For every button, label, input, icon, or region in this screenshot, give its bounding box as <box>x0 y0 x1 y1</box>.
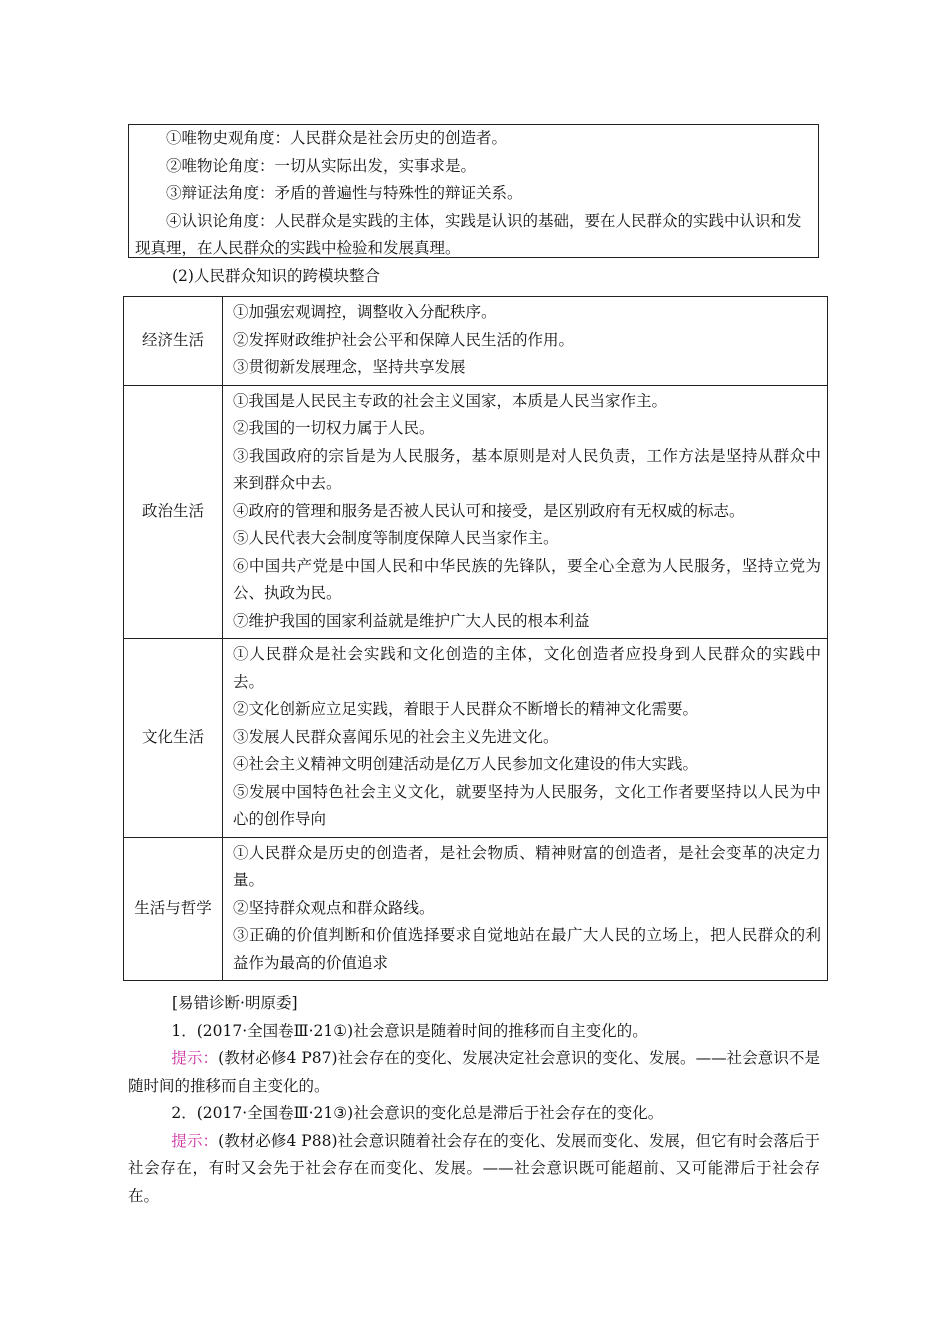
list-item: ①人民群众是社会实践和文化创造的主体，文化创造者应投身到人民群众的实践中去。 <box>233 645 821 691</box>
module-content-political <box>223 385 828 639</box>
hint-text: (教材必修4 P88)社会意识随着社会存在的变化、发展而变化、发展，但它有时会落后于社会存在，有时又会先于社会存在而变化、发展。——社会意识既可能超前、又可能滞后于社会存在。 <box>128 1131 820 1205</box>
hint-text: (教材必修4 P87)社会存在的变化、发展决定社会意识的变化、发展。——社会意识不是随时间的推移而自主变化的。 <box>128 1049 820 1095</box>
error-diagnosis-section <box>128 990 820 1210</box>
list-item: ③我国政府的宗旨是为人民服务，基本原则是对人民负责，工作方法是坚持从群众中来到群众中去。 <box>233 446 821 492</box>
box-line-1: ①唯物史观角度：人民群众是社会历史的创造者。 <box>166 129 508 147</box>
list-item: ①加强宏观调控，调整收入分配秩序。 <box>233 303 497 321</box>
module-label-political: 政治生活 <box>124 385 223 639</box>
table-row-cultural <box>124 639 828 838</box>
list-item: ③发展人民群众喜闻乐见的社会主义先进文化。 <box>233 727 559 746</box>
table-row-economic <box>124 297 828 386</box>
error-diagnosis-heading: [易错诊断·明原委] <box>172 994 298 1012</box>
question-2: 2．(2017·全国卷Ⅲ·21③)社会意识的变化总是滞后于社会存在的变化。 <box>171 1104 664 1122</box>
module-content-economic <box>223 297 828 386</box>
answer-1 <box>128 1045 820 1100</box>
list-item: ⑤发展中国特色社会主义文化，就要坚持为人民服务，文化工作者要坚持以人民为中心的创作导向 <box>233 782 821 828</box>
answer-2 <box>128 1128 820 1211</box>
list-item: ⑤人民代表大会制度等制度保障人民当家作主。 <box>233 529 559 547</box>
box-line-2: ②唯物论角度：一切从实际出发，实事求是。 <box>166 156 477 175</box>
module-content-philosophy <box>223 837 828 981</box>
module-label-economic: 经济生活 <box>124 297 223 386</box>
list-item: ④政府的管理和服务是否被人民认可和接受，是区别政府有无权威的标志。 <box>233 501 745 520</box>
list-item: ②发挥财政维护社会公平和保障人民生活的作用。 <box>233 330 575 349</box>
box-line-3: ③辩证法角度：矛盾的普遍性与特殊性的辩证关系。 <box>166 184 523 202</box>
cross-module-table <box>123 296 828 981</box>
list-item: ①人民群众是历史的创造者，是社会物质、精神财富的创造者，是社会变革的决定力量。 <box>233 843 821 889</box>
list-item: ③贯彻新发展理念，坚持共享发展 <box>233 358 466 376</box>
list-item: ③正确的价值判断和价值选择要求自觉地站在最广大人民的立场上，把人民群众的利益作为最高的价值追求 <box>233 926 821 972</box>
list-item: ④社会主义精神文明创建活动是亿万人民参加文化建设的伟大实践。 <box>233 755 699 773</box>
module-content-cultural <box>223 639 828 838</box>
box-line-4: ④认识论角度：人民群众是实践的主体，实践是认识的基础，要在人民群众的实践中认识和发现真理，在人民群众的实践中检验和发展真理。 <box>135 211 802 257</box>
list-item: ⑦维护我国的国家利益就是维护广大人民的根本利益 <box>233 611 590 630</box>
module-label-cultural: 文化生活 <box>124 639 223 838</box>
hint-label: 提示： <box>171 1131 219 1150</box>
list-item: ②文化创新应立足实践，着眼于人民群众不断增长的精神文化需要。 <box>233 700 699 718</box>
table-row-philosophy <box>124 837 828 981</box>
list-item: ①我国是人民民主专政的社会主义国家，本质是人民当家作主。 <box>233 391 668 410</box>
module-label-philosophy: 生活与哲学 <box>124 837 223 981</box>
philosophy-perspectives-box <box>128 124 819 258</box>
question-1: 1．(2017·全国卷Ⅲ·21①)社会意识是随着时间的推移而自主变化的。 <box>171 1021 648 1040</box>
list-item: ⑥中国共产党是中国人民和中华民族的先锋队，要全心全意为人民服务，坚持立党为公、执政为民。 <box>233 556 821 602</box>
hint-label: 提示： <box>171 1049 219 1067</box>
list-item: ②我国的一切权力属于人民。 <box>233 419 435 437</box>
list-item: ②坚持群众观点和群众路线。 <box>233 898 435 917</box>
section-subheading: (2)人民群众知识的跨模块整合 <box>172 267 380 285</box>
table-row-political <box>124 385 828 639</box>
